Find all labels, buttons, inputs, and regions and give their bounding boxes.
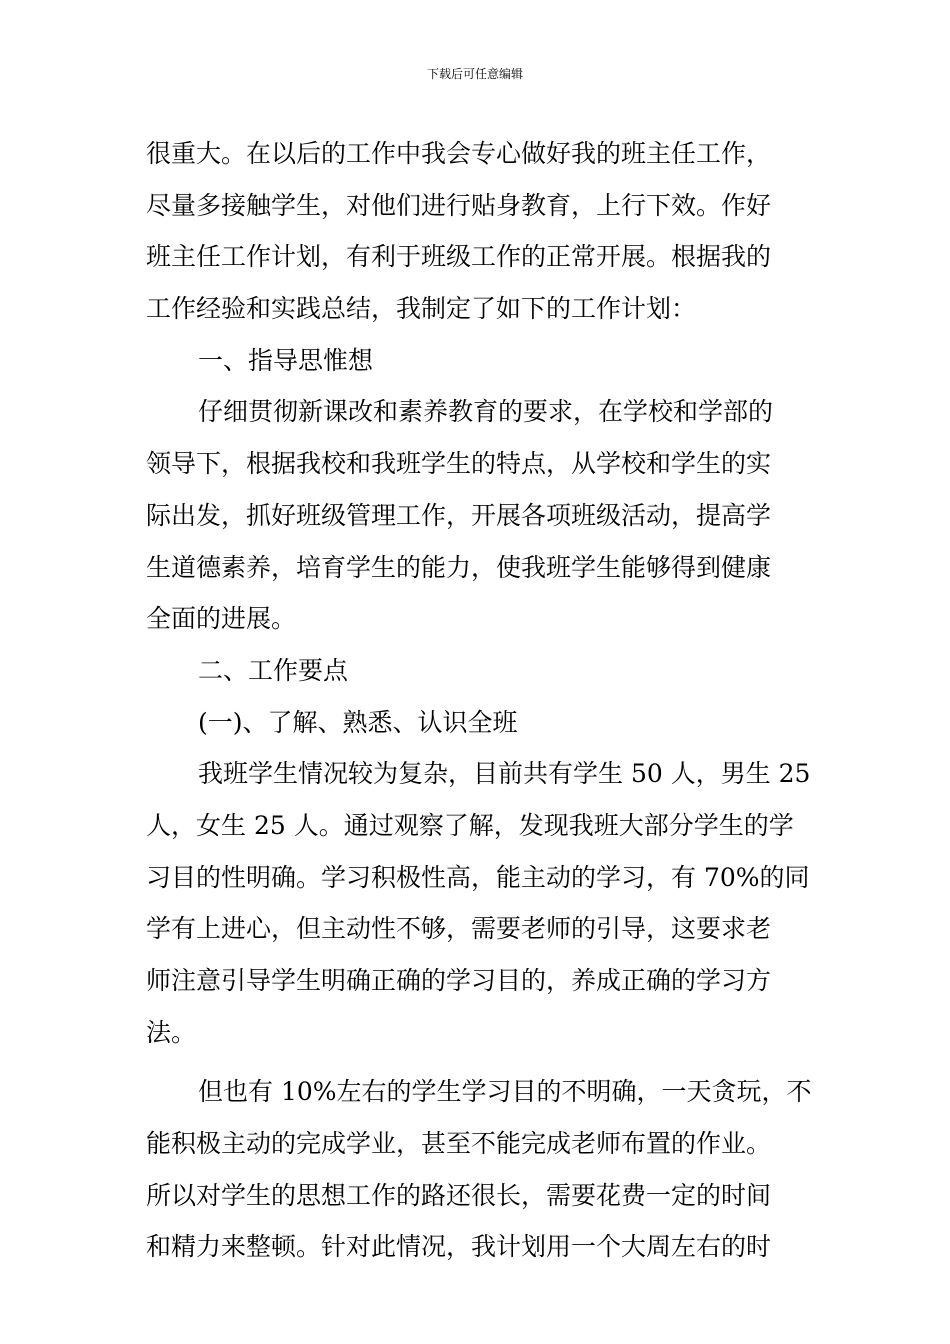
text-line: 能积极主动的完成学业，甚至不能完成老师布置的作业。 xyxy=(146,1129,772,1159)
text-line: 和精力来整顿。针对此情况，我计划用一个大周左右的时 xyxy=(146,1232,772,1262)
text-line: 很重大。在以后的工作中我会专心做好我的班主任工作， xyxy=(146,139,772,168)
text-line: 工作经验和实践总结，我制定了如下的工作计划： xyxy=(146,294,697,324)
text-line: 习目的性明确。学习积极性高，能主动的学习，有 70%的同 xyxy=(146,862,810,892)
text-line: 仔细贯彻新课改和素养教育的要求，在学校和学部的 xyxy=(198,397,774,427)
text-line: 但也有 10%左右的学生学习目的不明确，一天贪玩，不 xyxy=(198,1077,812,1107)
text-line: 班主任工作计划，有利于班级工作的正常开展。根据我的 xyxy=(146,242,772,272)
text-line: 一、指导思惟想 xyxy=(198,345,374,375)
text-line: 尽量多接触学生，对他们进行贴身教育，上行下效。作好 xyxy=(146,190,772,220)
text-line: 学有上进心，但主动性不够，需要老师的引导，这要求老 xyxy=(146,914,772,944)
text-line: 生道德素养，培育学生的能力，使我班学生能够得到健康 xyxy=(146,552,772,582)
text-line: 际出发，抓好班级管理工作，开展各项班级活动，提高学 xyxy=(146,500,772,530)
text-line: 人，女生 25 人。通过观察了解，发现我班大部分学生的学 xyxy=(146,810,794,840)
text-line: (一)、了解、熟悉、认识全班 xyxy=(198,707,518,737)
text-line: 师注意引导学生明确正确的学习目的，养成正确的学习方 xyxy=(146,966,772,995)
page-header: 下载后可任意编辑 xyxy=(426,67,523,81)
text-line: 法。 xyxy=(146,1017,197,1047)
text-line: 全面的进展。 xyxy=(146,604,297,634)
text-line: 所以对学生的思想工作的路还很长，需要花费一定的时间 xyxy=(146,1180,772,1210)
text-line: 领导下，根据我校和我班学生的特点，从学校和学生的实 xyxy=(146,449,772,479)
text-line: 二、工作要点 xyxy=(198,655,349,685)
text-line: 我班学生情况较为复杂，目前共有学生 50 人，男生 25 xyxy=(198,759,811,789)
body-text xyxy=(146,128,812,1273)
paragraph-gap xyxy=(146,1058,806,1066)
